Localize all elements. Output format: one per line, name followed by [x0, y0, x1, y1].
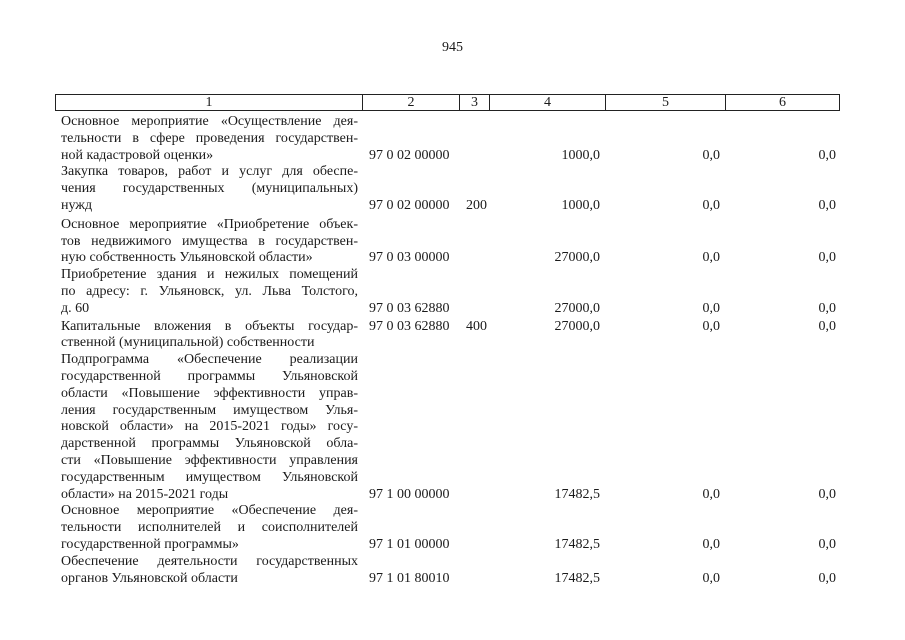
- col6-value: 0,0: [818, 197, 836, 213]
- col6-value: 0,0: [818, 147, 836, 163]
- budget-code: 97 0 02 00000: [369, 197, 450, 213]
- budget-code: 97 1 01 80010: [369, 570, 450, 586]
- description-line: Капитальные вложения в объекты государ-: [61, 318, 358, 334]
- col5-value: 0,0: [702, 300, 720, 316]
- budget-code: 97 1 00 00000: [369, 486, 450, 502]
- expense-type: 200: [466, 197, 487, 213]
- row-description: [61, 554, 358, 588]
- description-line: области «Повышение эффективности управ-: [61, 385, 358, 401]
- description-line: тельности в сфере проведения государствен-: [61, 130, 358, 146]
- amount-value: 17482,5: [554, 536, 600, 552]
- description-line: Основное мероприятие «Приобретение объек-: [61, 216, 358, 232]
- col6-value: 0,0: [818, 300, 836, 316]
- description-line: Подпрограмма «Обеспечение реализации: [61, 352, 358, 368]
- description-line: по адресу: г. Ульяновск, ул. Льва Толстого,: [61, 283, 358, 299]
- description-line: сти «Повышение эффективности управления: [61, 452, 358, 468]
- row-description: [61, 267, 358, 317]
- budget-code: 97 0 03 62880: [369, 318, 450, 334]
- table-row: [0, 503, 905, 553]
- description-line: области» на 2015-2021 годы: [61, 486, 229, 502]
- table-row: [0, 114, 905, 164]
- description-line: государственной программы Ульяновской: [61, 368, 358, 384]
- budget-code: 97 0 03 00000: [369, 250, 450, 266]
- description-line: ную собственность Ульяновской области»: [61, 250, 313, 266]
- page-number: 945: [442, 40, 463, 55]
- expense-type: 400: [466, 318, 487, 334]
- table-body: [0, 114, 905, 587]
- col5-value: 0,0: [702, 570, 720, 586]
- col5-value: 0,0: [702, 536, 720, 552]
- description-line: ной кадастровой оценки»: [61, 147, 214, 163]
- header-col-4: 4: [490, 95, 606, 110]
- description-line: нужд: [61, 197, 93, 213]
- description-line: Обеспечение деятельности государственных: [61, 553, 358, 569]
- col6-value: 0,0: [818, 250, 836, 266]
- description-line: чения государственных (муниципальных): [61, 181, 358, 197]
- header-col-1: 1: [56, 95, 363, 110]
- description-line: органов Ульяновской области: [61, 570, 238, 586]
- col5-value: 0,0: [702, 197, 720, 213]
- description-line: тов недвижимого имущества в государствен-: [61, 233, 358, 249]
- amount-value: 27000,0: [554, 318, 600, 334]
- description-line: новской области» на 2015-2021 годы» госу-: [61, 419, 358, 435]
- col6-value: 0,0: [818, 536, 836, 552]
- description-line: тельности исполнителей и соисполнителей: [61, 520, 358, 536]
- col5-value: 0,0: [702, 318, 720, 334]
- col5-value: 0,0: [702, 250, 720, 266]
- table-row: [0, 217, 905, 267]
- header-col-2: 2: [363, 95, 460, 110]
- description-line: Основное мероприятие «Обеспечение дея-: [61, 503, 358, 519]
- col6-value: 0,0: [818, 570, 836, 586]
- table-row: [0, 164, 905, 214]
- amount-value: 1000,0: [561, 147, 600, 163]
- table-row: [0, 352, 905, 503]
- header-col-3: 3: [460, 95, 490, 110]
- row-description: [61, 114, 358, 164]
- table-row: [0, 267, 905, 317]
- budget-code: 97 0 02 00000: [369, 147, 450, 163]
- description-line: д. 60: [61, 300, 90, 316]
- table-row: [0, 554, 905, 588]
- description-line: Закупка товаров, работ и услуг для обеспе-: [61, 164, 358, 180]
- description-line: ственной (муниципальной) собственности: [61, 335, 315, 351]
- row-description: [61, 319, 358, 353]
- budget-code: 97 1 01 00000: [369, 536, 450, 552]
- row-description: [61, 503, 358, 553]
- header-col-5: 5: [606, 95, 726, 110]
- description-line: государственным имуществом Ульяновской: [61, 469, 358, 485]
- description-line: ления государственным имуществом Улья-: [61, 402, 358, 418]
- amount-value: 17482,5: [554, 486, 600, 502]
- budget-code: 97 0 03 62880: [369, 300, 450, 316]
- amount-value: 27000,0: [554, 250, 600, 266]
- col6-value: 0,0: [818, 318, 836, 334]
- amount-value: 27000,0: [554, 300, 600, 316]
- amount-value: 17482,5: [554, 570, 600, 586]
- col5-value: 0,0: [702, 486, 720, 502]
- row-description: [61, 217, 358, 267]
- description-line: государственной программы»: [61, 536, 239, 552]
- row-description: [61, 352, 358, 503]
- description-line: дарственной программы Ульяновской обла-: [61, 436, 358, 452]
- table-row: [0, 319, 905, 353]
- description-line: Основное мероприятие «Осуществление дея-: [61, 114, 358, 129]
- col6-value: 0,0: [818, 486, 836, 502]
- table-header: [55, 94, 840, 111]
- header-col-6: 6: [779, 95, 786, 110]
- col5-value: 0,0: [702, 147, 720, 163]
- row-description: [61, 164, 358, 214]
- description-line: Приобретение здания и нежилых помещений: [61, 267, 358, 283]
- amount-value: 1000,0: [561, 197, 600, 213]
